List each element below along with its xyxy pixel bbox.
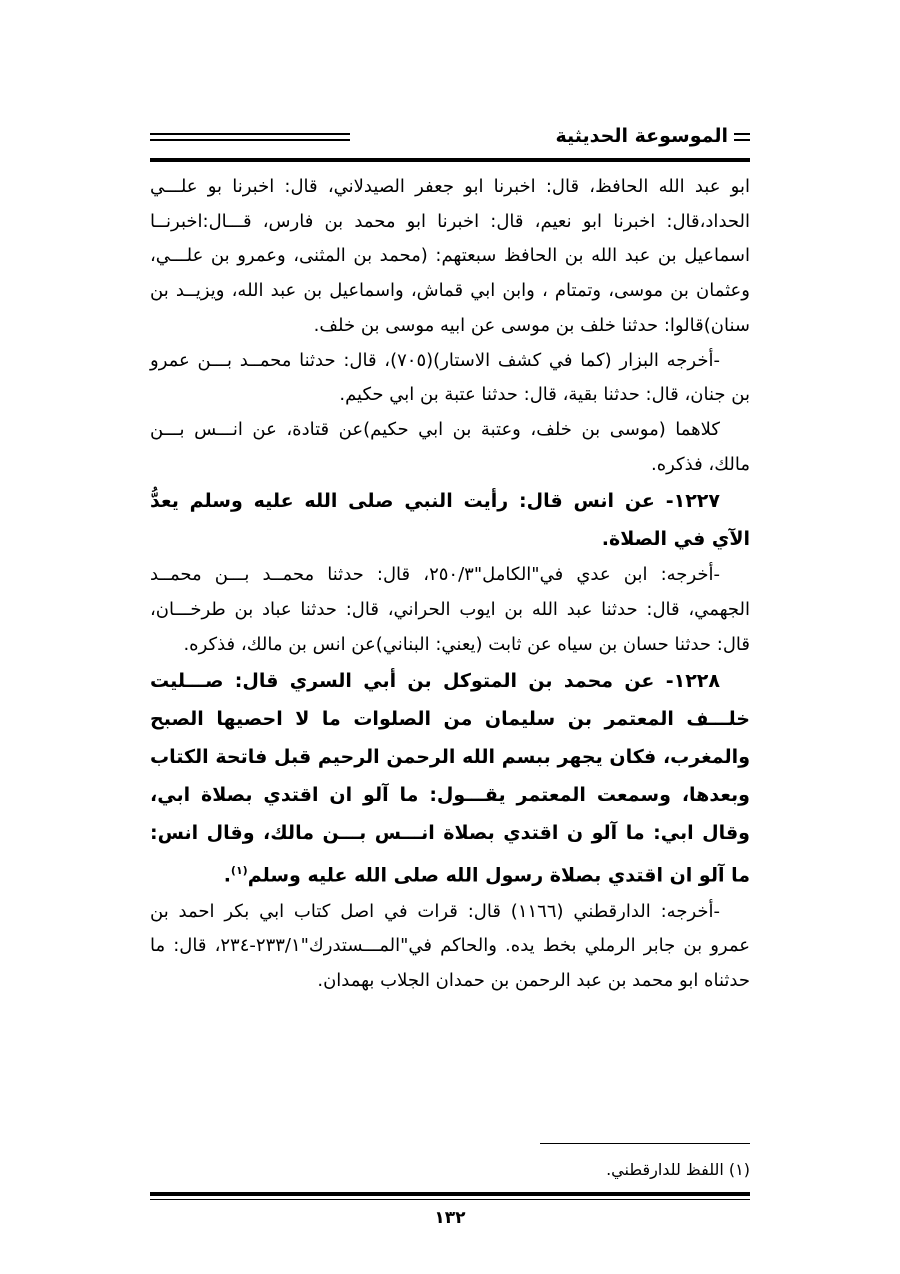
hadith-1228-end: .	[223, 864, 231, 887]
footnote-separator	[540, 1143, 750, 1144]
header-double-line-left	[150, 133, 350, 141]
paragraph-isnad: ابو عبد الله الحافظ، قال: اخبرنا ابو جعفر الصيدلاني، قال: اخبرنا بو علـــي الحداد،قال: اخبرنا ابو نعيم، قال: اخبرنا ابو محمد بن فارس، قـــال:اخبرنــا اسماعيل بن عبد الله بن الحافظ سبعتهم: (محمد بن المثنى، وعمرو بن علـــي، وعثمان بن موسى، وتمتام ، وابن ابي قماش، واسماعيل بن عبد الله، ويزيــد بن سنان)قالوا: حدثنا خلف بن موسى عن ابيه موسى بن خلف.	[150, 176, 750, 336]
header-double-line-right	[734, 133, 750, 141]
footer-rule-thick	[150, 1192, 750, 1196]
paragraph-takhrij-bazzar: -أخرجه البزار (كما في كشف الاستار)(٧٠٥)، قال: حدثنا محمــد بـــن عمرو بن جنان، قال: حدثنا بقية، قال: حدثنا عتبة بن ابي حكيم.	[150, 349, 750, 406]
footnote: (١) اللفظ للدارقطني.	[606, 1160, 750, 1179]
running-header	[150, 122, 750, 162]
footnote-reference[interactable]: (١)	[230, 864, 248, 878]
paragraph-takhrij-ibn-adi: -أخرجه: ابن عدي في"الكامل"٢٥٠/٣، قال: حدثنا محمــد بـــن محمــد الجهمي، قال: حدثنا عبد الله بن ايوب الحراني، قال: حدثنا عباد بن طرخـــان، قال: حدثنا حسان بن سياه عن ثابت (يعني: البناني)عن انس بن مالك، فذكره.	[150, 564, 750, 655]
hadith-1228	[150, 662, 750, 894]
page-number: ١٣٢	[434, 1208, 466, 1228]
header-rule	[150, 158, 750, 162]
header-title: الموسوعة الحديثية	[555, 125, 728, 147]
footer-rule-thin	[150, 1199, 750, 1200]
paragraph-both-from-qatada: كلاهما (موسى بن خلف، وعتبة بن ابي حكيم)عن قتادة، عن انـــس بـــن مالك، فذكره.	[150, 418, 750, 475]
hadith-1227: ١٢٢٧- عن انس قال: رأيت النبي صلى الله عليه وسلم يعدُّ الآي في الصلاة.	[150, 490, 750, 551]
paragraph-takhrij-daraqutni: -أخرجه: الدارقطني (١١٦٦) قال: قرات في اصل كتاب ابي بكر احمد بن عمرو بن جابر الرملي بخط يده. والحاكم في"المـــستدرك"٢٣٣/١-٢٣٤، قال: ما حدثناه ابو محمد بن عبد الرحمن بن حمدان الجلاب بهمدان.	[150, 900, 750, 992]
hadith-1228-text: ١٢٢٨- عن محمد بن المتوكل بن أبي السري قال: صـــليت خلـــف المعتمر بن سليمان من الصلوات ما لا احصيها الصبح والمغرب، فكان يجهر ببسم الله الرحمن الرحيم قبل فاتحة الكتاب وبعدها، وسمعت المعتمر يقـــول: ما آلو ان اقتدي بصلاة ابي، وقال ابي: ما آلو ن اقتدي بصلاة انـــس بـــن مالك، وقال انس: ما آلو ان اقتدي بصلاة رسول الله صلى الله عليه وسلم	[150, 670, 750, 887]
body-text	[150, 170, 750, 999]
